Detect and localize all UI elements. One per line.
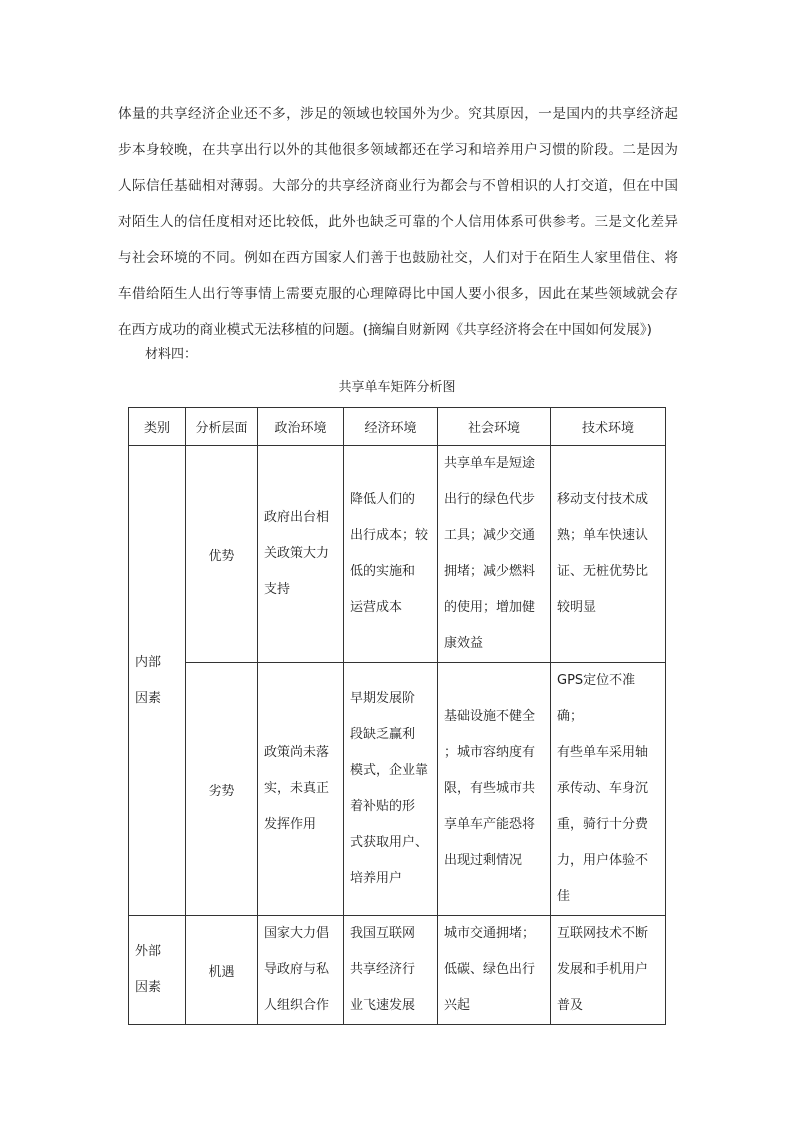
paragraph-line: 在西方成功的商业模式无法移植的问题。(摘编自财新网《共享经济将会在中国如何发展》) bbox=[118, 322, 652, 338]
paragraph-line: 对陌生人的信任度相对还比较低，此外也缺乏可靠的个人信用体系可供参考。三是文化差异 bbox=[118, 214, 678, 230]
economic-cell: 早期发展阶 段缺乏赢利 模式，企业靠 着补贴的形 式获取用户、 培养用户 bbox=[344, 663, 438, 916]
economic-cell: 降低人们的 出行成本；较 低的实施和 运营成本 bbox=[344, 446, 438, 663]
tech-cell: 移动支付技术成 熟；单车快速认 证、无桩优势比 较明显 bbox=[551, 446, 666, 663]
tech-cell: 互联网技术不断 发展和手机用户 普及 bbox=[551, 916, 666, 1025]
body-paragraph bbox=[118, 96, 678, 348]
level-cell: 劣势 bbox=[186, 663, 258, 916]
paragraph-line: 车借给陌生人出行等事情上需要克服的心理障碍比中国人要小很多，因此在某些领域就会存 bbox=[118, 286, 678, 302]
group-external: 外部 因素 bbox=[129, 916, 186, 1025]
level-cell: 优势 bbox=[186, 446, 258, 663]
level-cell: 机遇 bbox=[186, 916, 258, 1025]
header-political: 政治环境 bbox=[258, 408, 344, 446]
political-cell: 政府出台相 关政策大力 支持 bbox=[258, 446, 344, 663]
political-cell: 国家大力倡 导政府与私 人组织合作 bbox=[258, 916, 344, 1025]
header-social: 社会环境 bbox=[438, 408, 551, 446]
paragraph-line: 与社会环境的不同。例如在西方国家人们善于也鼓励社交，人们对于在陌生人家里借住、将 bbox=[118, 250, 678, 266]
political-cell: 政策尚未落 实，未真正 发挥作用 bbox=[258, 663, 344, 916]
table-row bbox=[129, 446, 666, 663]
paragraph-line: 体量的共享经济企业还不多，涉足的领域也较国外为少。究其原因，一是国内的共享经济起 bbox=[118, 106, 678, 122]
matrix-table bbox=[128, 407, 666, 1025]
paragraph-line: 步本身较晚，在共享出行以外的其他很多领域都还在学习和培养用户习惯的阶段。二是因为 bbox=[118, 142, 678, 158]
tech-cell: GPS定位不准确； 有些单车采用轴 承传动、车身沉 重，骑行十分费 力，用户体验不 佳 bbox=[551, 663, 666, 916]
social-cell: 城市交通拥堵； 低碳、绿色出行 兴起 bbox=[438, 916, 551, 1025]
header-economic: 经济环境 bbox=[344, 408, 438, 446]
table-row bbox=[129, 916, 666, 1025]
table-row bbox=[129, 663, 666, 916]
header-tech: 技术环境 bbox=[551, 408, 666, 446]
social-cell: 共享单车是短途 出行的绿色代步 工具；减少交通 拥堵；减少燃料 的使用；增加健 康效益 bbox=[438, 446, 551, 663]
economic-cell: 我国互联网 共享经济行 业飞速发展 bbox=[344, 916, 438, 1025]
social-cell: 基础设施不健全 ；城市容纳度有 限，有些城市共 享单车产能恐将 出现过剩情况 bbox=[438, 663, 551, 916]
paragraph-line: 人际信任基础相对薄弱。大部分的共享经济商业行为都会与不曾相识的人打交道，但在中国 bbox=[118, 178, 678, 194]
group-internal: 内部 因素 bbox=[129, 446, 186, 916]
table-caption: 共享单车矩阵分析图 bbox=[338, 380, 456, 395]
header-category: 类别 bbox=[129, 408, 186, 446]
header-level: 分析层面 bbox=[186, 408, 258, 446]
table-header-row bbox=[129, 408, 666, 446]
material-label: 材料四： bbox=[145, 347, 198, 362]
